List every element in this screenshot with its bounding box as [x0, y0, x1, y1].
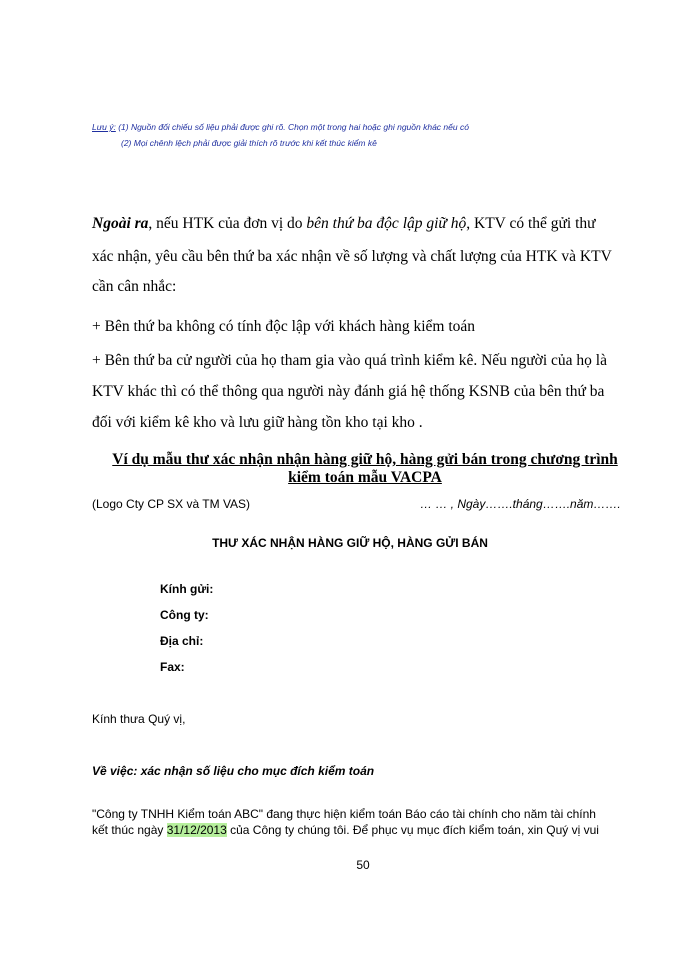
- paragraph-1-line-3: cần cân nhắc:: [92, 278, 177, 295]
- letter-body-line-1: "Công ty TNHH Kiểm toán ABC" đang thực hiện kiểm toán Báo cáo tài chính cho năm tài chính: [92, 807, 596, 821]
- body-text: kết thúc ngày: [92, 823, 167, 837]
- paragraph-italic-phrase: bên thứ ba độc lập giữ hộ: [306, 215, 467, 232]
- paragraph-text: , nếu HTK của đơn vị do: [148, 215, 307, 232]
- bullet-2-line-3: đối với kiểm kê kho và lưu giữ hàng tồn kho tại kho .: [92, 414, 423, 431]
- bullet-2-line-2: KTV khác thì có thể thông qua người này đánh giá hệ thống KSNB của bên thứ ba: [92, 383, 605, 400]
- letter-body-line-2: [92, 823, 599, 837]
- paragraph-text: , KTV có thể gửi thư: [466, 215, 596, 232]
- highlighted-date: 31/12/2013: [166, 823, 227, 837]
- bullet-2-line-1: + Bên thứ ba cử người của họ tham gia vào quá trình kiểm kê. Nếu người của họ là: [92, 352, 607, 369]
- body-text: của Công ty chúng tôi. Để phục vụ mục đích kiểm toán, xin Quý vị vui: [226, 823, 599, 837]
- field-cong-ty: Công ty:: [160, 608, 209, 622]
- field-fax: Fax:: [160, 660, 185, 674]
- note-text-1: (1) Nguồn đối chiếu số liệu phải được ghi rõ. Chọn một trong hai hoặc ghi nguồn khác nếu có: [115, 122, 469, 132]
- letter-title: THƯ XÁC NHẬN HÀNG GIỮ HỘ, HÀNG GỬI BÁN: [212, 536, 488, 550]
- paragraph-1-line-2: xác nhận, yêu cầu bên thứ ba xác nhận về số lượng và chất lượng của HTK và KTV: [92, 248, 612, 265]
- note-line-1: [92, 122, 469, 132]
- example-title-line-2: kiểm toán mẫu VACPA: [288, 469, 442, 486]
- subject-line: Về việc: xác nhận số liệu cho mục đích kiểm toán: [92, 764, 375, 778]
- note-line-2: (2) Mọi chênh lệch phải được giải thích rõ trước khi kết thúc kiểm kê: [121, 138, 377, 148]
- paragraph-1-line-1: [92, 215, 596, 233]
- note-label: Lưu ý:: [92, 122, 116, 132]
- logo-note: (Logo Cty CP SX và TM VAS): [92, 497, 251, 511]
- paragraph-lead: Ngoài ra: [92, 215, 149, 232]
- page-number: 50: [356, 858, 370, 872]
- salutation: Kính thưa Quý vị,: [92, 712, 186, 726]
- bullet-1: + Bên thứ ba không có tính độc lập với khách hàng kiểm toán: [92, 318, 476, 335]
- example-title-line-1: Ví dụ mẫu thư xác nhận nhận hàng giữ hộ, hàng gửi bán trong chương trình: [112, 451, 618, 468]
- date-line: … … , Ngày…….tháng…….năm…….: [420, 497, 621, 511]
- field-dia-chi: Địa chỉ:: [160, 634, 204, 648]
- field-kinh-gui: Kính gửi:: [160, 582, 214, 596]
